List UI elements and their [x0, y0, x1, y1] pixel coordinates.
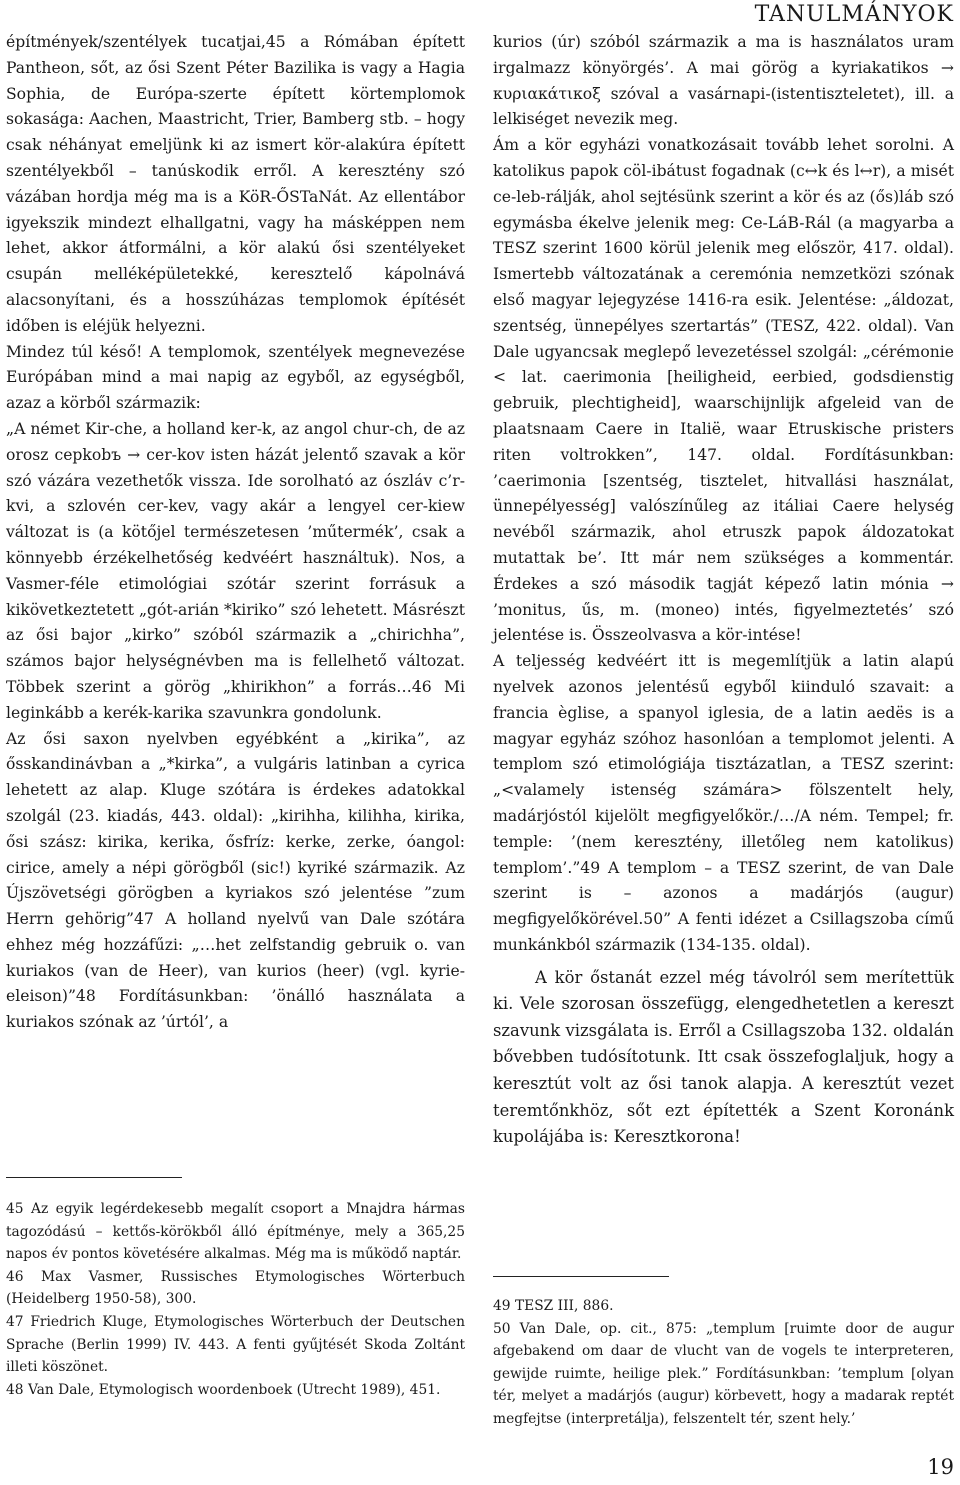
- paragraph: Az ősi saxon nyelvben egyébként a „kirika”, az ősskandinávban a „*kirka”, a vulgáris latinban a cyrica lehetett az alap. Kluge szótára is érdekes adatokkal szolgál (23. kiadás, 443. oldal): „kirihha, kilihha, kirika, ősi szász: kirika, kerika, ősfríz: kerke, zerke, óangol: cirice, amely a népi görögből (sic!) kyriké származik. Az Újszövetségi görögben a kyriakos szó jelentése ”zum Herrn gehörig”47 A holland nyelvű van Dale szótára ehhez még hozzáfűzi: „…het zelfstandig gebruik o. van kuriakos (van de Heer), van kurios (heer) (vgl. kyrie-eleison)”48 Fordításunkban: ’önálló használata a kuriakos szónak az ’úrtól’, a: [6, 729, 465, 1032]
- paragraph: Ám a kör egyházi vonatkozásait tovább lehet sorolni. A katolikus papok cöl-ibátust fogadnak (c↔k és l↔r), a misét ce-leb-rálják, ahol sejtésünk szerint a kör és az (ős)láb szó egymásba ékelve jelenik meg: Ce-LáB-Rál (a magyarba a TESZ szerint 1600 körül jelenik meg először, 417. oldal). Ismertebb változatának a ceremónia nemzetközi szónak első magyar lejegyzése 1416-ra esik. Jelentése: „áldozat, szentség, ünnepélyes szertartás” (TESZ, 422. oldal). Van Dale ugyancsak meglepő levezetéssel szolgál: „cérémonie < lat. caerimonia [heiligheid, eerbied, godsdienstig gebruik, plechtigheid], waarschijnlijk afgeleid van de plaatsnaam Caere in Italië, waar Etruskische pristers riten voltrokken”, 147. oldal. Fordításunkban: ’caerimonia [szentség, tisztelet, hitvallási használat, ünnepélyesség] valószínűleg az itáliai Caere helység nevéből származik, ahol etruszk papok áldozatokat mutattak be’. Itt már nem szükséges a kommentár. Érdekes a szó második tagját képező latin mónia → ’monitus, űs, m. (moneo) intés, figyelmeztetés’ szó jelentése is. Összeolvasva a kör-intése!: [493, 136, 954, 645]
- left-body: [6, 30, 465, 1036]
- paragraph: építmények/szentélyek tucatjai,45 a Rómában épített Pantheon, sőt, az ősi Szent Péter Bazilika is vagy a Hagia Sophia, de Európa-szerte épített körtemplomok sokasága: Aachen, Maastricht, Trier, Bamberg stb. – hogy csak néhányat emeljünk ki az ismert kör-alakúra épített szentélyekből – tanúskodik erről. A keresztény szó vázában hordja még ma is a KöR-ŐSTaNát. Az ellentábor igyekszik mindezt elhallgatni, vagy ha másképpen nem lehet, akkor átformálni, a kör alakú ősi szentélyeket csupán melléképületekké, keresztelő kápolnává alacsonyítani, és a hosszúházas templomok építését időben is eléjük helyezni.: [6, 33, 465, 335]
- paragraph: A teljesség kedvéért itt is megemlítjük a latin alapú nyelvek azonos jelentésű egyből kiinduló szavait: a francia èglise, a spanyol iglesia, de a latin aedës is a magyar egyház szóhoz hasonlóan a templomot jelenti. A templom szó etimológiája tisztázatlan, a TESZ szerint: „<valamely istenség számára> fölszentelt hely, madárjóstól kijelölt megfigyelőkör./…/A ném. Tempel; fr. temple: ’(nem keresztény, illetőleg nem katolikus) templom’.”49 A templom – a TESZ szerint, de van Dale szerint is – azonos a madárjós (augur) megfigyelőkörével.50” A fenti idézet a Csillagszoba című munkánkból származik (134-135. oldal).: [493, 652, 954, 954]
- block-quote: „A német Kir-che, a holland ker-k, az angol chur-ch, de az orosz cepkobъ → cer-kov isten házát jelentő szavak a kör szó vázára vezethetők vissza. Ide sorolható az ószláv c’r-kvi, a szlovén cer-kev, vagy akár a lengyel cer-kiew változat is (a kötőjel természetesen ’műtermék’, csak a könnyebb érzékelhetőség kedvéért használtuk). Nos, a Vasmer-féle etimológiai szótár szerint forrásuk a kikövetkeztetett „gót-arián *kiriko” szó lehetett. Másrészt az ősi bajor „kirko” szóból származik a „chirichha”, számos bajor helységnévben ma is fellelhető változat. Többek szerint a görög „khirikhon” a forrás…46 Mi leginkább a kerék-karika szavunkra gondolunk.: [6, 419, 465, 722]
- footnote-48: 48 Van Dale, Etymologisch woordenboek (Utrecht 1989), 451.: [6, 1381, 441, 1398]
- paragraph: kurios (úr) szóból származik a ma is használatos uram irgalmazz könyörgés’. A mai görög a kyriakatikos → κυριακάτικοξ szóval a vasárnapi-(istentiszteletet), ill. a lelkiséget nevezik meg.: [493, 33, 954, 129]
- section-header: TANULMÁNYOK: [754, 2, 954, 27]
- left-footnotes: [6, 1177, 465, 1401]
- closing-text: [493, 965, 954, 1151]
- right-footnotes: [493, 1276, 954, 1431]
- closing-paragraph: A kör őstanát ezzel még távolról sem merítettük ki. Vele szorosan összefügg, elengedhetetlen a kereszt szavunk vizsgálata is. Erről a Csillagszoba 132. oldalán bővebben tudósítotunk. Itt csak összefoglaljuk, hogy a keresztút volt az ősi tanok alapja. A keresztút vezet teremtőnkhöz, sőt ezt építették a Szent Koronánk kupolájába is: Keresztkorona!: [493, 967, 954, 1147]
- paragraph: Mindez túl késő! A templomok, szentélyek megnevezése Európában mind a mai napig az egyből, az egységből, azaz a körből származik:: [6, 342, 465, 413]
- footnote-divider: [6, 1177, 182, 1178]
- right-column: [493, 30, 954, 1151]
- footnote-47: 47 Friedrich Kluge, Etymologisches Wörterbuch der Deutschen Sprache (Berlin 1999) IV. 443. A fenti gyűjtését Skoda Zoltánt illeti köszönet.: [6, 1313, 465, 1376]
- page-number: 19: [927, 1455, 954, 1479]
- footnote-49: 49 TESZ III, 886.: [493, 1298, 614, 1314]
- left-column: [6, 30, 465, 1036]
- right-body: [493, 30, 954, 959]
- footnote-divider: [493, 1276, 669, 1277]
- footnote-46: 46 Max Vasmer, Russisches Etymologisches Wörterbuch (Heidelberg 1950-58), 300.: [6, 1268, 465, 1308]
- footnote-50: 50 Van Dale, op. cit., 875: „templum [ruimte door de augur afgebakend om daar de vlucht van de vogels te interpreteren, gewijde ruimte, heilige plek.” Fordításunkban: ’templum [olyan tér, melyet a madárjós (augur) körbevett, hogy a madarak reptét megfejtse (interpretálja), felszentelt tér, szent hely.’: [493, 1320, 954, 1427]
- footnote-45: 45 Az egyik legérdekesebb megalít csoport a Mnajdra hármas tagozódású – kettős-körökből álló építménye, mely a 365,25 napos év pontos követésére alkalmas. Még ma is működő naptár.: [6, 1201, 465, 1263]
